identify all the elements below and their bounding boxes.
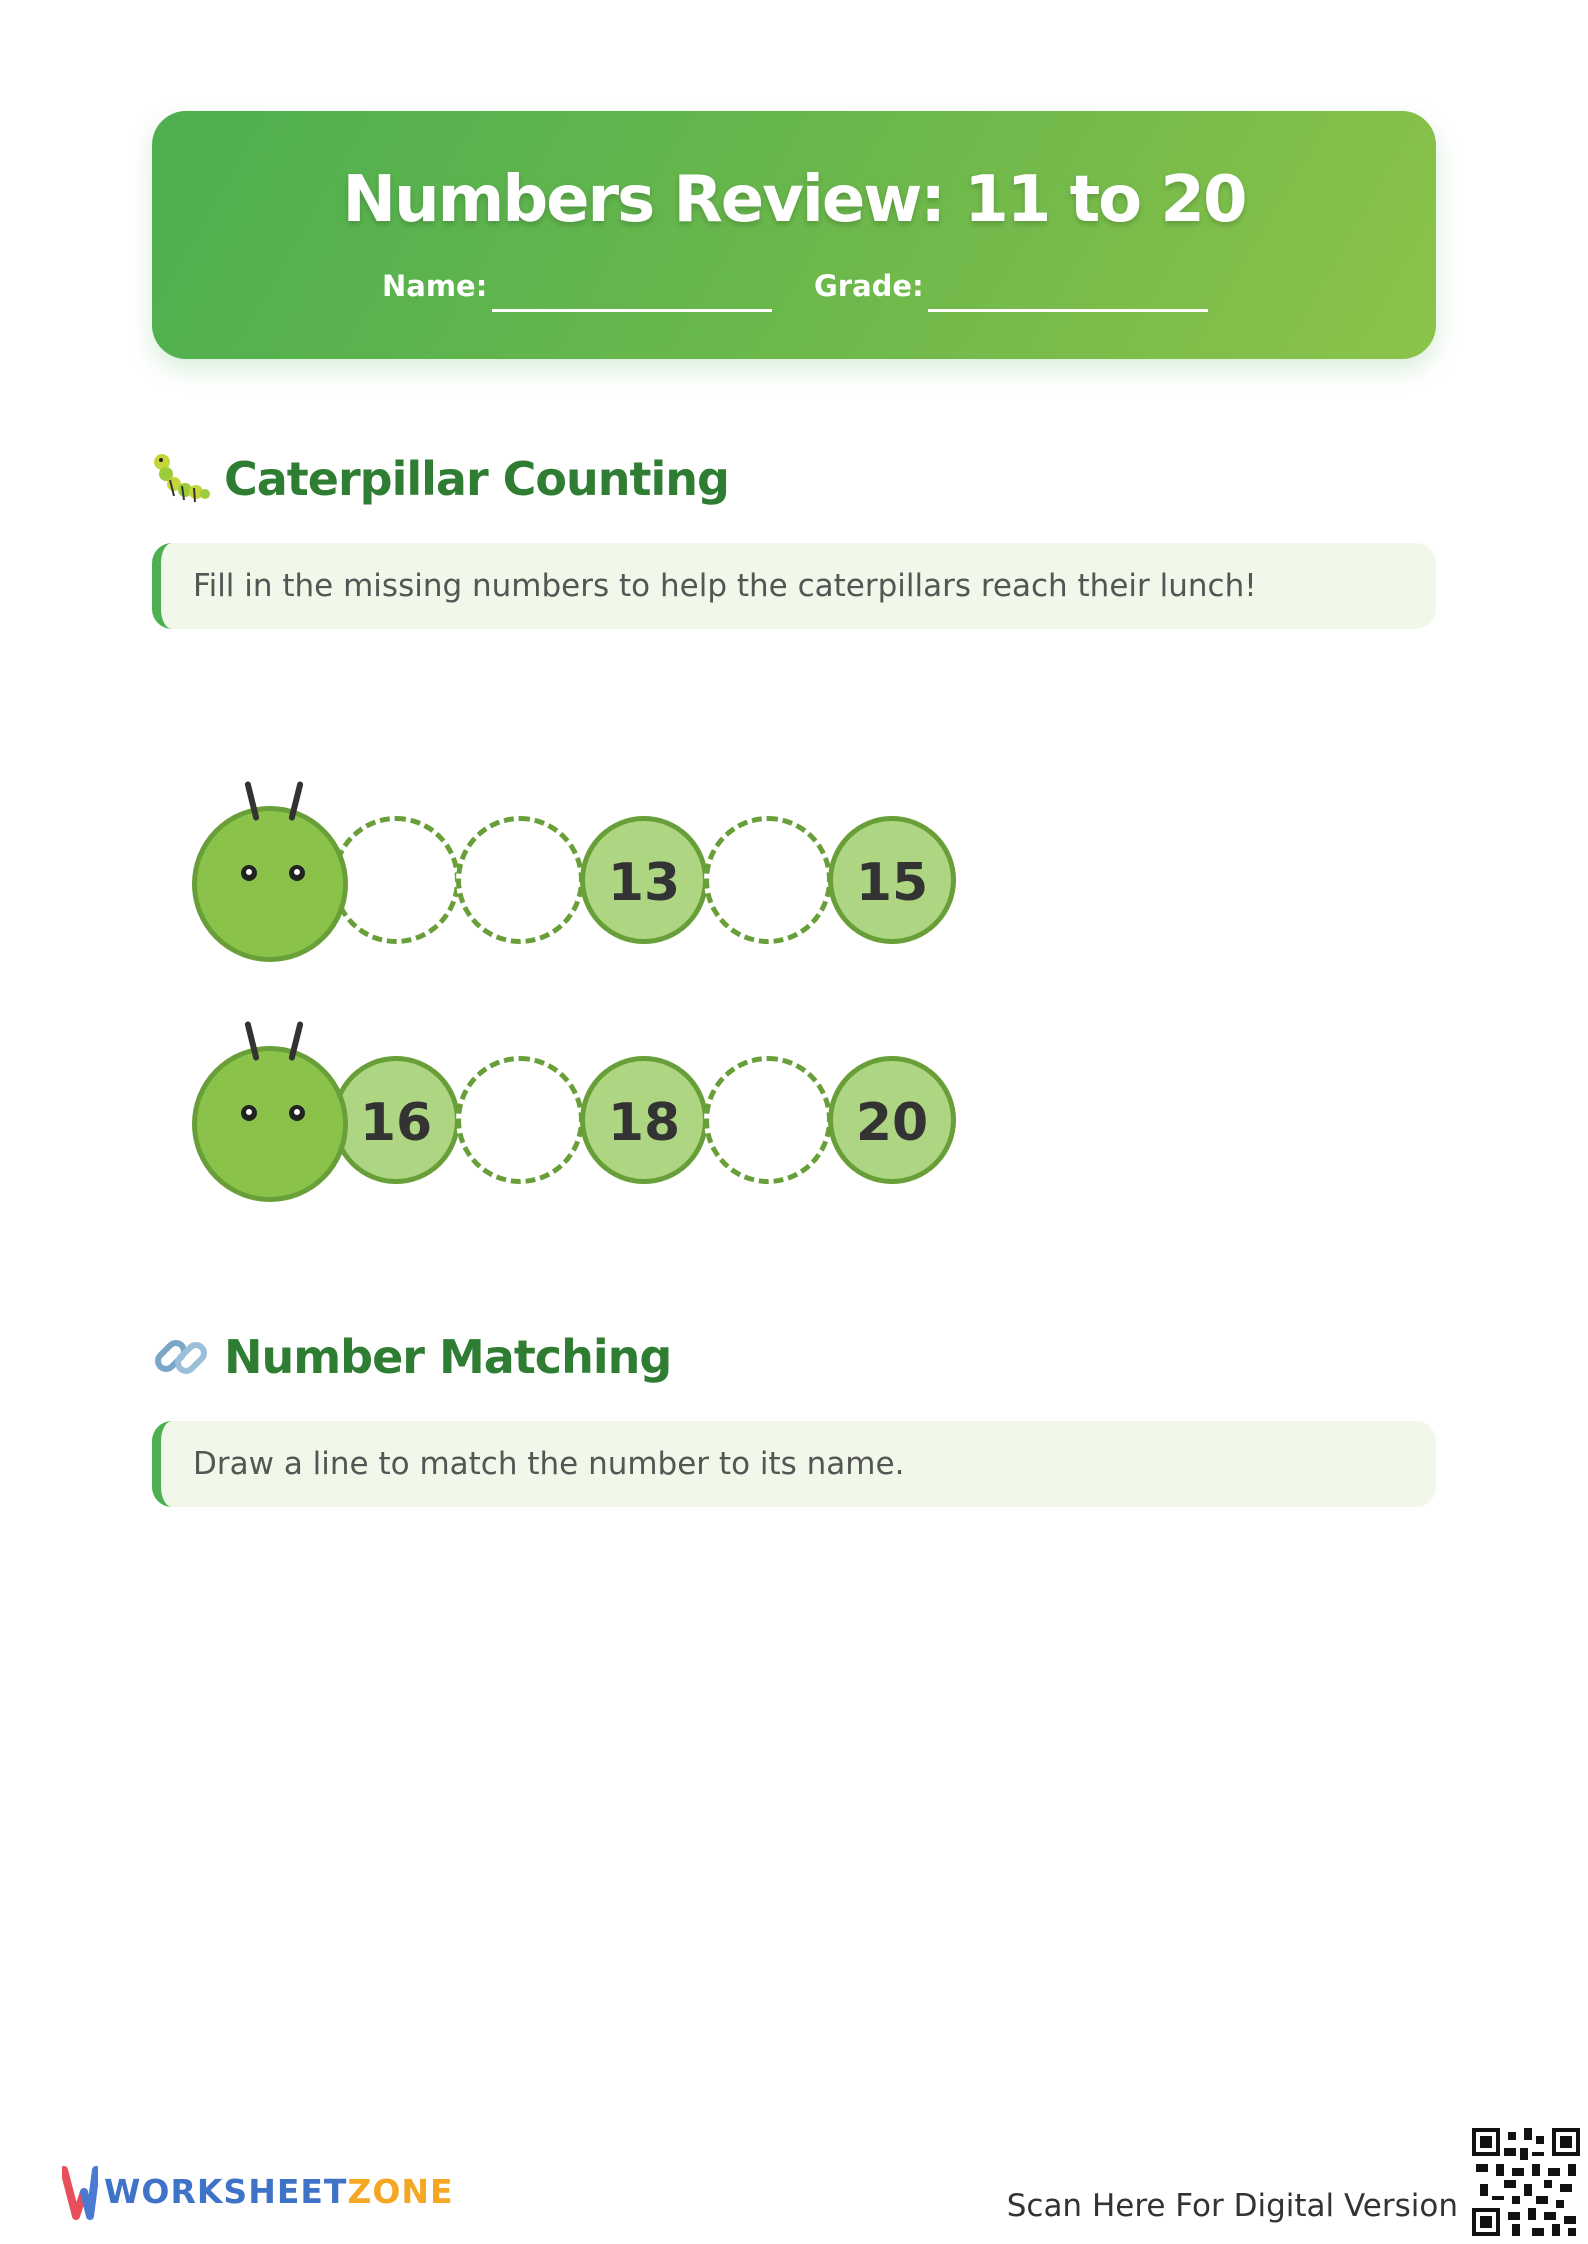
section-title-text: Number Matching [224,1330,672,1384]
instruction-box: Draw a line to match the number to its name. [152,1421,1436,1507]
antenna-icon [288,781,303,821]
section-title-number-matching [152,1330,671,1390]
name-write-line[interactable] [492,309,772,312]
section-title-caterpillar-counting [152,452,729,512]
brand-logo-text: WORKSHEETZONE [104,2172,454,2211]
eye-icon [241,865,257,881]
antenna-icon [244,781,259,821]
antenna-icon [244,1021,259,1061]
caterpillar-segment: 15 [828,816,956,944]
caterpillar-head [192,806,348,962]
worksheetzone-logo-icon [62,2166,98,2220]
grade-label: Grade: [814,269,924,303]
caterpillar-segment[interactable] [704,816,832,944]
caterpillar-segment[interactable] [704,1056,832,1184]
antenna-icon [288,1021,303,1061]
link-icon [152,1328,210,1386]
name-field [382,269,487,303]
name-label: Name: [382,269,488,303]
page-title: Numbers Review: 11 to 20 [342,163,1246,237]
caterpillar-head [192,1046,348,1202]
caterpillar-segment[interactable] [332,816,460,944]
qr-code-icon[interactable] [1472,2128,1580,2236]
eye-icon [289,1105,305,1121]
caterpillar-2 [190,1040,970,1240]
caterpillar-segment[interactable] [456,816,584,944]
eye-icon [289,865,305,881]
grade-field [814,269,924,303]
caterpillar-segment: 20 [828,1056,956,1184]
caterpillar-icon [152,450,210,508]
eye-icon [241,1105,257,1121]
worksheet-header [152,111,1436,359]
caterpillar-segment[interactable] [456,1056,584,1184]
scan-text: Scan Here For Digital Version [1006,2188,1458,2224]
caterpillar-segment: 16 [332,1056,460,1184]
section-title-text: Caterpillar Counting [224,452,729,506]
caterpillar-segment: 18 [580,1056,708,1184]
instruction-box: Fill in the missing numbers to help the caterpillars reach their lunch! [152,543,1436,629]
caterpillar-segment: 13 [580,816,708,944]
grade-write-line[interactable] [928,309,1208,312]
caterpillar-1 [190,800,970,1000]
